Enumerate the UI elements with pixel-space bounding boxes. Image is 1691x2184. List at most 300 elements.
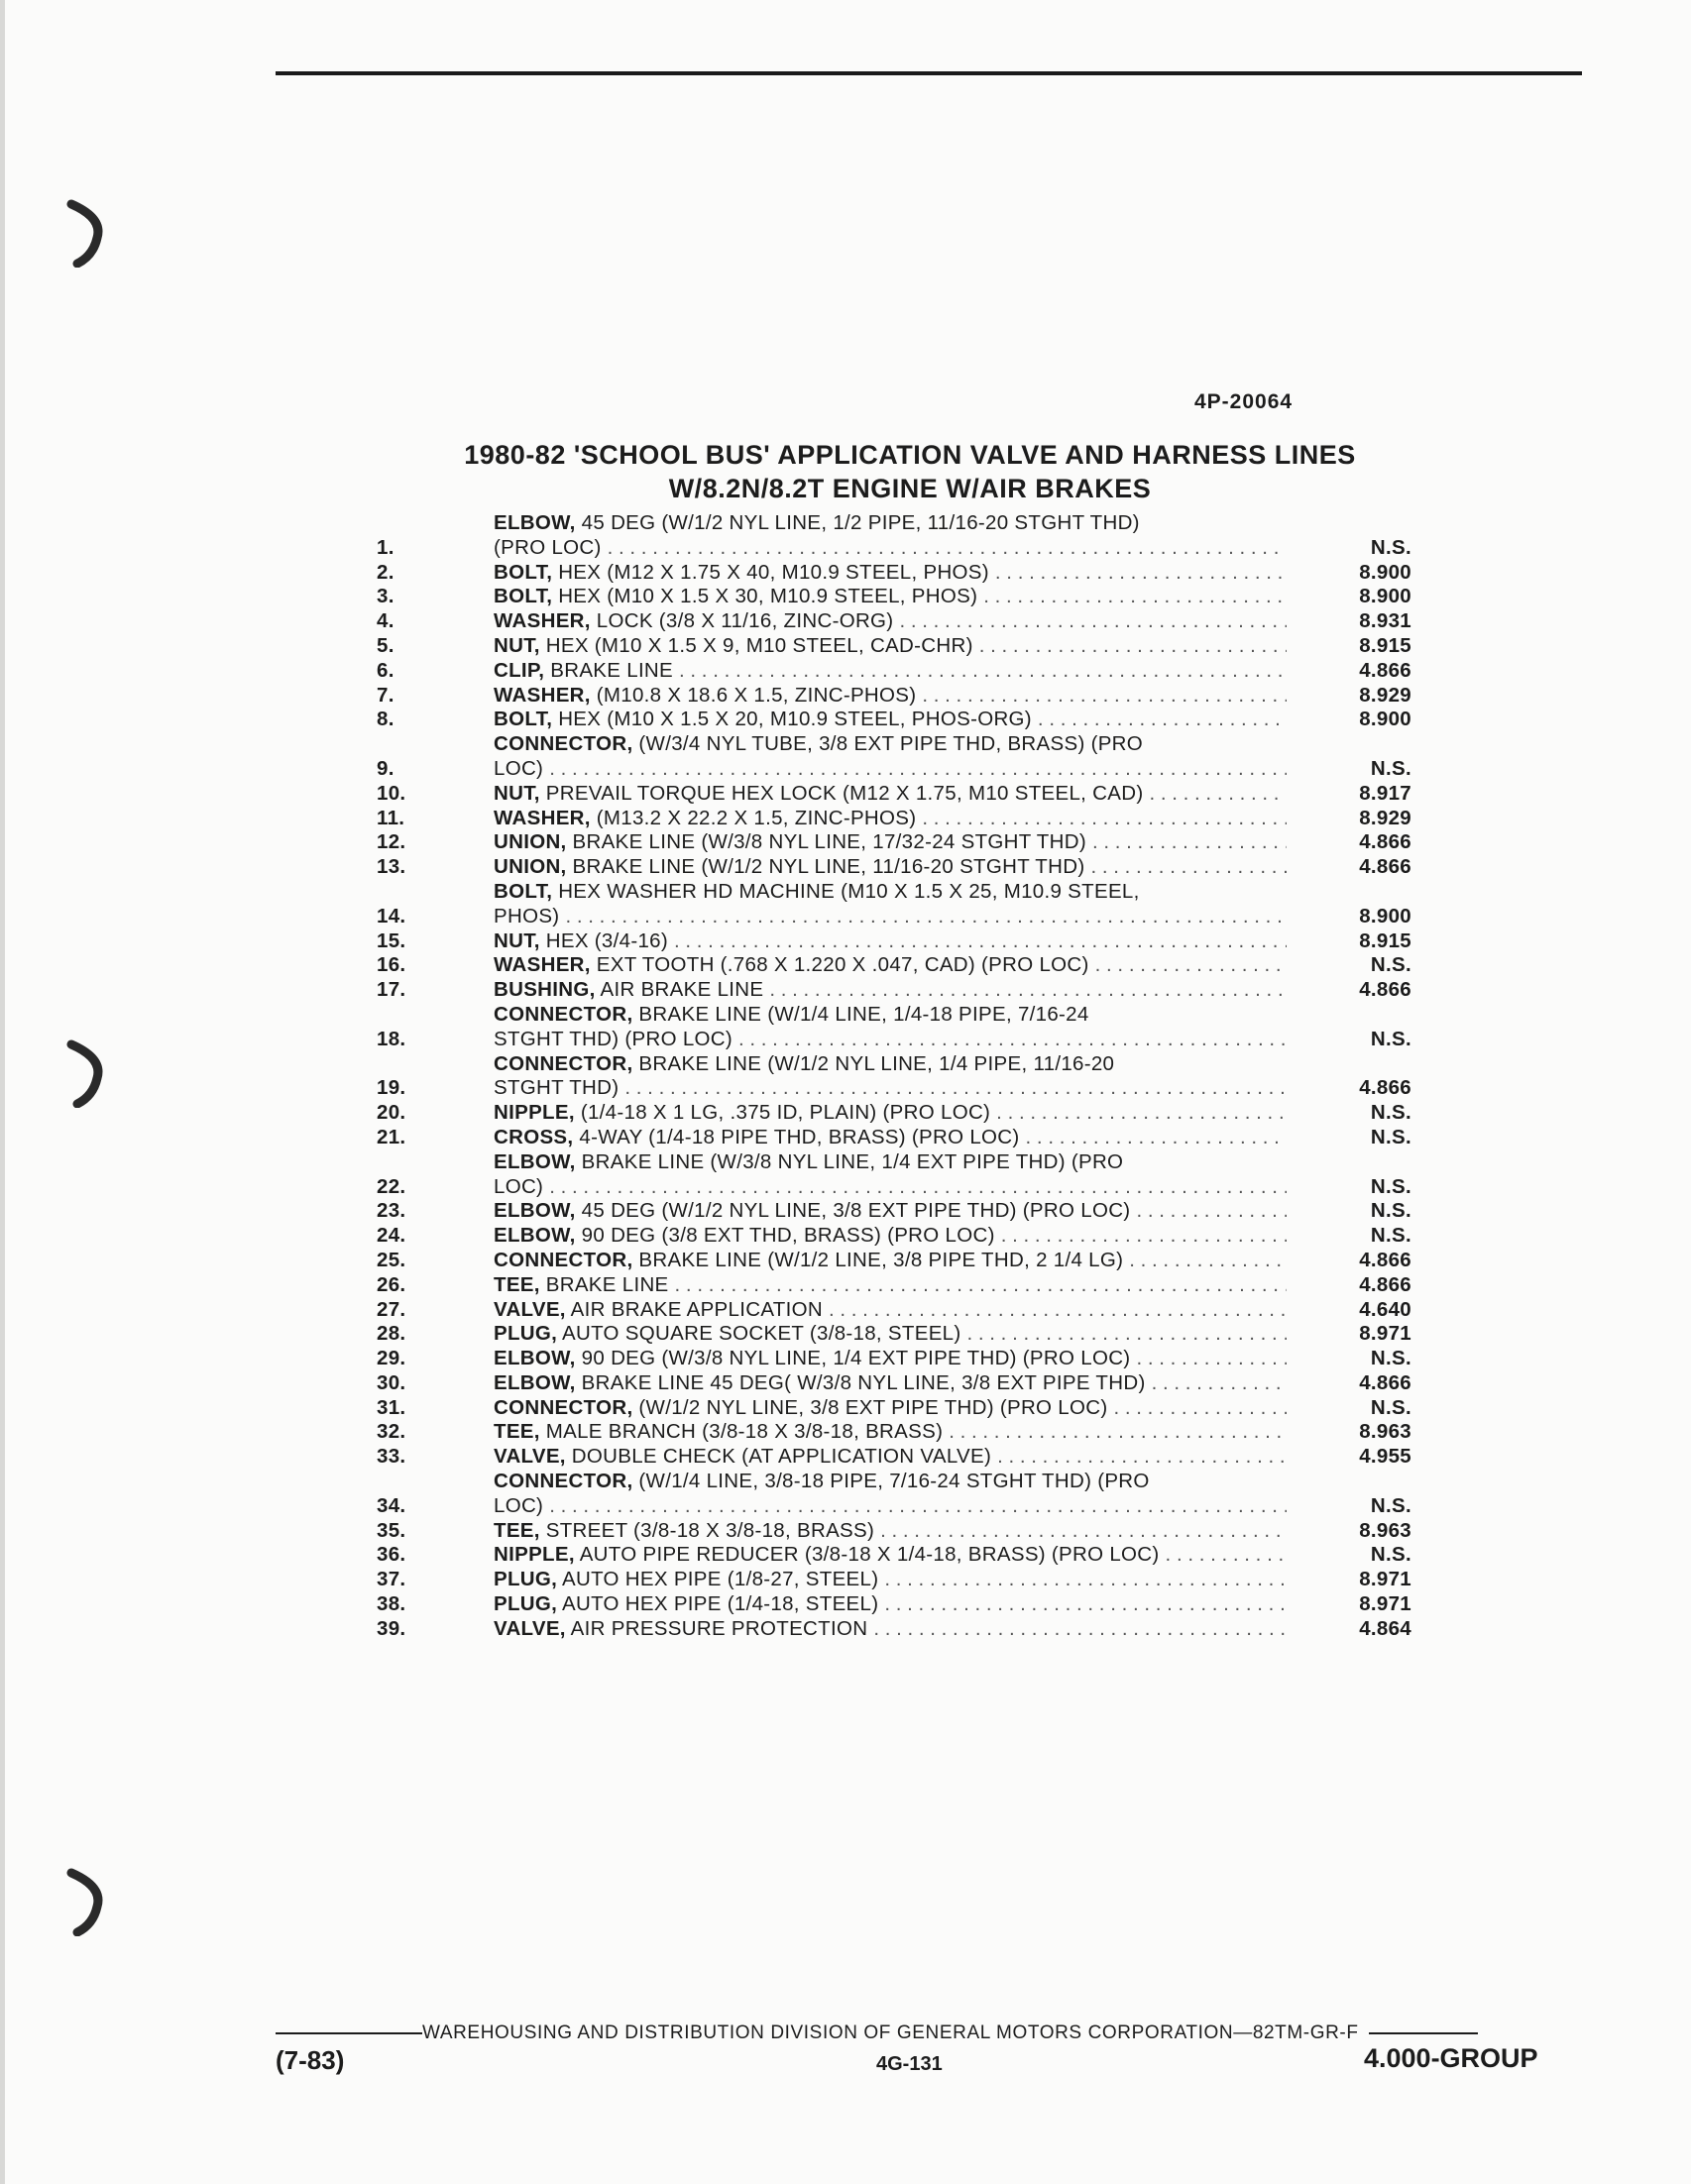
footer-page-number: 4G-131 xyxy=(876,2053,943,2075)
part-spec: BRAKE LINE (W/1/2 LINE, 3/8 PIPE THD, 2 1/4 LG) xyxy=(632,1248,1124,1271)
description-line xyxy=(494,536,1287,561)
part-number: 36. xyxy=(377,1543,406,1567)
part-name: TEE, xyxy=(494,1420,540,1444)
part-spec: LOCK (3/8 X 11/16, ZINC-ORG) xyxy=(590,609,894,633)
part-spec: HEX (M12 X 1.75 X 40, M10.9 STEEL, PHOS) xyxy=(552,560,989,584)
group-number: N.S. xyxy=(1370,1347,1411,1370)
description-line xyxy=(494,1445,1287,1470)
footer-group: 4.000-GROUP xyxy=(1364,2043,1538,2073)
part-description xyxy=(494,929,1287,954)
part-row xyxy=(377,1519,1427,1544)
part-name: NUT, xyxy=(494,781,540,805)
dot-leader xyxy=(884,1592,1287,1617)
part-name: PLUG, xyxy=(494,1592,558,1616)
group-number: N.S. xyxy=(1370,1027,1411,1050)
part-row xyxy=(377,830,1427,855)
part-name: WASHER, xyxy=(494,683,591,707)
part-number: 9. xyxy=(377,756,395,780)
dot-leader xyxy=(1090,855,1287,880)
part-spec: (1/4-18 X 1 LG, .375 ID, PLAIN) (PRO LOC) xyxy=(574,1101,991,1125)
part-spec: 90 DEG (3/8 EXT THD, BRASS) (PRO LOC) xyxy=(575,1224,995,1248)
description-line xyxy=(494,1175,1287,1200)
part-row xyxy=(377,1126,1427,1150)
part-spec: EXT TOOTH (.768 X 1.220 X .047, CAD) (PRO LOC) xyxy=(590,953,1089,977)
group-number: 4.866 xyxy=(1359,1076,1411,1100)
part-number: 12. xyxy=(377,830,406,854)
part-number: 37. xyxy=(377,1568,406,1591)
part-number: 27. xyxy=(377,1297,406,1321)
part-row xyxy=(377,1052,1427,1102)
part-name: BOLT, xyxy=(494,585,553,608)
description-line xyxy=(494,1347,1287,1371)
part-description xyxy=(494,782,1287,807)
description-line xyxy=(494,1543,1287,1568)
dot-leader xyxy=(979,634,1287,659)
description-line xyxy=(494,1298,1287,1323)
part-name: VALVE, xyxy=(494,1445,566,1469)
title-line-1: 1980-82 'SCHOOL BUS' APPLICATION VALVE AND HARNESS LINES xyxy=(464,440,1356,470)
dot-leader xyxy=(873,1617,1287,1642)
part-row xyxy=(377,634,1427,659)
part-name: TEE, xyxy=(494,1518,540,1542)
part-number: 21. xyxy=(377,1125,406,1148)
part-description xyxy=(494,585,1287,609)
group-number: N.S. xyxy=(1370,1493,1411,1517)
dot-leader xyxy=(996,1101,1287,1126)
part-number: 13. xyxy=(377,855,406,879)
part-number: 38. xyxy=(377,1592,406,1616)
dot-leader xyxy=(738,1028,1287,1052)
part-description xyxy=(494,1249,1287,1273)
group-number: 8.900 xyxy=(1359,904,1411,928)
part-spec: HEX (M10 X 1.5 X 30, M10.9 STEEL, PHOS) xyxy=(552,585,978,608)
part-description xyxy=(494,953,1287,978)
group-number: 8.963 xyxy=(1359,1420,1411,1444)
group-number: 8.971 xyxy=(1359,1592,1411,1616)
description-line xyxy=(494,1126,1287,1150)
part-spec: BRAKE LINE xyxy=(539,1272,669,1296)
description-line xyxy=(494,1396,1287,1421)
part-number: 15. xyxy=(377,928,406,952)
part-number: 2. xyxy=(377,560,395,584)
dot-leader xyxy=(1149,782,1287,807)
dot-leader xyxy=(829,1298,1287,1323)
group-number: 8.971 xyxy=(1359,1322,1411,1346)
part-spec: STREET (3/8-18 X 3/8-18, BRASS) xyxy=(539,1518,875,1542)
part-name: CONNECTOR, xyxy=(494,1248,633,1271)
part-number: 29. xyxy=(377,1347,406,1370)
dot-leader xyxy=(995,561,1287,586)
part-name: UNION, xyxy=(494,830,567,854)
part-row xyxy=(377,609,1427,634)
group-number: 8.929 xyxy=(1359,806,1411,829)
group-number: 8.929 xyxy=(1359,683,1411,707)
group-number: 8.915 xyxy=(1359,633,1411,657)
description-line xyxy=(494,1150,1287,1175)
part-description xyxy=(494,1126,1287,1150)
part-description xyxy=(494,609,1287,634)
part-name: ELBOW, xyxy=(494,1149,576,1173)
group-number: N.S. xyxy=(1370,1543,1411,1567)
part-row xyxy=(377,585,1427,609)
part-name: CONNECTOR, xyxy=(494,1470,633,1493)
group-number: N.S. xyxy=(1370,1174,1411,1198)
part-row xyxy=(377,561,1427,586)
part-description xyxy=(494,561,1287,586)
group-number: 8.917 xyxy=(1359,781,1411,805)
part-description xyxy=(494,1322,1287,1347)
footer-division: WAREHOUSING AND DISTRIBUTION DIVISION OF GENERAL MOTORS CORPORATION—82TM-GR-F xyxy=(422,2022,1359,2043)
part-row xyxy=(377,1150,1427,1200)
part-number: 33. xyxy=(377,1445,406,1469)
part-number: 30. xyxy=(377,1370,406,1394)
dot-leader xyxy=(899,609,1287,634)
part-spec: AUTO HEX PIPE (1/4-18, STEEL) xyxy=(557,1592,879,1616)
dot-leader xyxy=(549,1175,1287,1200)
part-name: ELBOW, xyxy=(494,1347,576,1370)
description-line xyxy=(494,634,1287,659)
description-line xyxy=(494,929,1287,954)
part-spec: (W/1/4 LINE, 3/8-18 PIPE, 7/16-24 STGHT THD) (PRO xyxy=(632,1470,1150,1493)
part-number: 32. xyxy=(377,1420,406,1444)
dot-leader xyxy=(608,536,1287,561)
description-line xyxy=(494,585,1287,609)
part-description xyxy=(494,1273,1287,1298)
part-number: 22. xyxy=(377,1174,406,1198)
part-name: CROSS, xyxy=(494,1125,574,1148)
dot-leader xyxy=(1026,1126,1287,1150)
part-number: 26. xyxy=(377,1272,406,1296)
top-rule xyxy=(276,71,1582,75)
dot-leader xyxy=(1113,1396,1287,1421)
page-title xyxy=(367,438,1453,505)
dot-leader xyxy=(549,1494,1287,1519)
part-row xyxy=(377,1249,1427,1273)
part-description xyxy=(494,732,1287,782)
dot-leader xyxy=(674,929,1287,954)
description-line xyxy=(494,1101,1287,1126)
dot-leader xyxy=(565,905,1287,929)
description-line xyxy=(494,782,1287,807)
part-spec: 45 DEG (W/1/2 NYL LINE, 3/8 EXT PIPE THD) (PRO LOC) xyxy=(575,1199,1131,1223)
part-number: 10. xyxy=(377,781,406,805)
part-number: 23. xyxy=(377,1199,406,1223)
group-number: N.S. xyxy=(1370,1101,1411,1125)
part-spec: PHOS) xyxy=(494,904,560,928)
dot-leader xyxy=(675,1273,1287,1298)
part-name: VALVE, xyxy=(494,1616,566,1640)
group-number: 4.866 xyxy=(1359,658,1411,682)
binder-hole-mark xyxy=(63,1867,109,1936)
group-number: 8.971 xyxy=(1359,1568,1411,1591)
part-row xyxy=(377,1543,1427,1568)
part-name: CLIP, xyxy=(494,658,545,682)
part-row xyxy=(377,807,1427,831)
description-line xyxy=(494,1249,1287,1273)
part-name: ELBOW, xyxy=(494,1199,576,1223)
part-number: 35. xyxy=(377,1518,406,1542)
part-spec: (M10.8 X 18.6 X 1.5, ZINC-PHOS) xyxy=(590,683,917,707)
footer-rule-left xyxy=(276,2032,422,2034)
group-number: N.S. xyxy=(1370,1224,1411,1248)
part-spec: (M13.2 X 22.2 X 1.5, ZINC-PHOS) xyxy=(590,806,917,829)
part-name: WASHER, xyxy=(494,953,591,977)
description-line xyxy=(494,1371,1287,1396)
part-spec: LOC) xyxy=(494,1174,544,1198)
group-number: 8.915 xyxy=(1359,928,1411,952)
group-number: 4.955 xyxy=(1359,1445,1411,1469)
dot-leader xyxy=(1152,1371,1287,1396)
part-description xyxy=(494,1617,1287,1642)
part-name: WASHER, xyxy=(494,806,591,829)
group-number: 4.640 xyxy=(1359,1297,1411,1321)
part-description xyxy=(494,1003,1287,1052)
part-row xyxy=(377,1470,1427,1519)
part-spec: BRAKE LINE xyxy=(544,658,674,682)
part-description xyxy=(494,1052,1287,1102)
part-row xyxy=(377,1396,1427,1421)
part-spec: 45 DEG (W/1/2 NYL LINE, 1/2 PIPE, 11/16-20 STGHT THD) xyxy=(575,511,1140,534)
part-number: 19. xyxy=(377,1076,406,1100)
dot-leader xyxy=(922,684,1287,709)
description-line xyxy=(494,1322,1287,1347)
description-line xyxy=(494,708,1287,732)
binder-hole-mark xyxy=(63,1038,109,1108)
dot-leader xyxy=(1136,1347,1287,1371)
description-line xyxy=(494,855,1287,880)
part-number: 14. xyxy=(377,904,406,928)
part-row xyxy=(377,880,1427,929)
group-number: N.S. xyxy=(1370,756,1411,780)
part-description xyxy=(494,634,1287,659)
part-description xyxy=(494,684,1287,709)
description-line xyxy=(494,1519,1287,1544)
part-name: ELBOW, xyxy=(494,511,576,534)
part-spec: HEX (M10 X 1.5 X 9, M10 STEEL, CAD-CHR) xyxy=(539,633,973,657)
part-name: NIPPLE, xyxy=(494,1101,575,1125)
part-spec: BRAKE LINE (W/1/2 NYL LINE, 11/16-20 STGHT THD) xyxy=(566,855,1085,879)
part-spec: AUTO HEX PIPE (1/8-27, STEEL) xyxy=(557,1568,879,1591)
part-description xyxy=(494,1371,1287,1396)
part-row xyxy=(377,1199,1427,1224)
part-number: 4. xyxy=(377,609,395,633)
description-line xyxy=(494,1076,1287,1101)
part-number: 8. xyxy=(377,708,395,731)
part-name: WASHER, xyxy=(494,609,591,633)
dot-leader xyxy=(983,585,1287,609)
part-row xyxy=(377,659,1427,684)
part-spec: HEX WASHER HD MACHINE (M10 X 1.5 X 25, M10.9 STEEL, xyxy=(552,879,1140,903)
part-spec: (W/3/4 NYL TUBE, 3/8 EXT PIPE THD, BRASS) (PRO xyxy=(632,732,1144,756)
footer-date: (7-83) xyxy=(276,2045,345,2075)
part-number: 18. xyxy=(377,1027,406,1050)
group-number: N.S. xyxy=(1370,953,1411,977)
part-description xyxy=(494,1150,1287,1200)
group-number: 4.866 xyxy=(1359,1370,1411,1394)
part-spec: BRAKE LINE 45 DEG( W/3/8 NYL LINE, 3/8 EXT PIPE THD) xyxy=(575,1370,1146,1394)
description-line xyxy=(494,830,1287,855)
part-name: PLUG, xyxy=(494,1322,558,1346)
dot-leader xyxy=(880,1519,1287,1544)
dot-leader xyxy=(997,1445,1287,1470)
page-left-edge xyxy=(0,0,5,2184)
group-number: 8.900 xyxy=(1359,585,1411,608)
part-spec: (W/1/2 NYL LINE, 3/8 EXT PIPE THD) (PRO LOC) xyxy=(632,1395,1108,1419)
part-name: BOLT, xyxy=(494,708,553,731)
part-description xyxy=(494,1519,1287,1544)
part-description xyxy=(494,511,1287,561)
group-number: 8.900 xyxy=(1359,560,1411,584)
binder-hole-mark xyxy=(63,198,109,268)
part-name: NIPPLE, xyxy=(494,1543,575,1567)
part-row xyxy=(377,1445,1427,1470)
dot-leader xyxy=(1136,1199,1287,1224)
part-spec: (PRO LOC) xyxy=(494,535,602,559)
part-spec: AUTO PIPE REDUCER (3/8-18 X 1/4-18, BRASS) (PRO LOC) xyxy=(574,1543,1160,1567)
description-line xyxy=(494,1494,1287,1519)
part-row xyxy=(377,1592,1427,1617)
part-description xyxy=(494,1224,1287,1249)
part-name: BUSHING, xyxy=(494,978,596,1002)
description-line xyxy=(494,757,1287,782)
part-row xyxy=(377,1568,1427,1592)
description-line xyxy=(494,978,1287,1003)
part-number: 34. xyxy=(377,1493,406,1517)
part-number: 1. xyxy=(377,535,395,559)
part-row xyxy=(377,1101,1427,1126)
part-spec: 4-WAY (1/4-18 PIPE THD, BRASS) (PRO LOC) xyxy=(573,1125,1020,1148)
dot-leader xyxy=(1095,953,1287,978)
part-description xyxy=(494,1445,1287,1470)
part-row xyxy=(377,684,1427,709)
dot-leader xyxy=(1001,1224,1287,1249)
description-line xyxy=(494,905,1287,929)
dot-leader xyxy=(1038,708,1287,732)
part-spec: 90 DEG (W/3/8 NYL LINE, 1/4 EXT PIPE THD) (PRO LOC) xyxy=(575,1347,1131,1370)
part-spec: AIR BRAKE APPLICATION xyxy=(565,1297,823,1321)
dot-leader xyxy=(949,1420,1287,1445)
description-line xyxy=(494,732,1287,757)
part-spec: BRAKE LINE (W/1/4 LINE, 1/4-18 PIPE, 7/16-24 xyxy=(632,1002,1089,1026)
part-spec: BRAKE LINE (W/1/2 NYL LINE, 1/4 PIPE, 11/16-20 xyxy=(632,1051,1115,1075)
part-number: 7. xyxy=(377,683,395,707)
part-description xyxy=(494,659,1287,684)
part-row xyxy=(377,1371,1427,1396)
part-row xyxy=(377,855,1427,880)
description-line xyxy=(494,1592,1287,1617)
part-description xyxy=(494,1592,1287,1617)
part-description xyxy=(494,1568,1287,1592)
description-line xyxy=(494,659,1287,684)
part-number: 16. xyxy=(377,953,406,977)
description-line xyxy=(494,609,1287,634)
part-row xyxy=(377,511,1427,561)
part-name: NUT, xyxy=(494,633,540,657)
part-number: 28. xyxy=(377,1322,406,1346)
part-spec: AIR PRESSURE PROTECTION xyxy=(565,1616,868,1640)
part-number: 5. xyxy=(377,633,395,657)
part-description xyxy=(494,1420,1287,1445)
part-row xyxy=(377,929,1427,954)
part-row xyxy=(377,782,1427,807)
description-line xyxy=(494,1617,1287,1642)
description-line xyxy=(494,1224,1287,1249)
description-line xyxy=(494,807,1287,831)
dot-leader xyxy=(1129,1249,1287,1273)
group-number: 4.866 xyxy=(1359,978,1411,1002)
part-description xyxy=(494,1101,1287,1126)
part-name: BOLT, xyxy=(494,879,553,903)
description-line xyxy=(494,1003,1287,1028)
part-row xyxy=(377,1003,1427,1052)
part-description xyxy=(494,1298,1287,1323)
part-spec: AIR BRAKE LINE xyxy=(595,978,764,1002)
part-name: CONNECTOR, xyxy=(494,1395,633,1419)
description-line xyxy=(494,511,1287,536)
dot-leader xyxy=(769,978,1287,1003)
part-number: 20. xyxy=(377,1101,406,1125)
part-spec: BRAKE LINE (W/3/8 NYL LINE, 17/32-24 STGHT THD) xyxy=(566,830,1086,854)
part-spec: MALE BRANCH (3/8-18 X 3/8-18, BRASS) xyxy=(539,1420,944,1444)
description-line xyxy=(494,953,1287,978)
part-number: 3. xyxy=(377,585,395,608)
description-line xyxy=(494,1420,1287,1445)
part-description xyxy=(494,855,1287,880)
part-row xyxy=(377,1420,1427,1445)
part-name: ELBOW, xyxy=(494,1370,576,1394)
part-number: 17. xyxy=(377,978,406,1002)
part-description xyxy=(494,1470,1287,1519)
part-name: UNION, xyxy=(494,855,567,879)
group-number: N.S. xyxy=(1370,535,1411,559)
part-name: ELBOW, xyxy=(494,1224,576,1248)
group-number: 4.866 xyxy=(1359,1248,1411,1271)
part-name: NUT, xyxy=(494,928,540,952)
parts-list xyxy=(377,511,1427,1642)
part-number: 31. xyxy=(377,1395,406,1419)
part-row xyxy=(377,978,1427,1003)
dot-leader xyxy=(967,1322,1288,1347)
description-line xyxy=(494,1568,1287,1592)
part-spec: DOUBLE CHECK (AT APPLICATION VALVE) xyxy=(565,1445,992,1469)
description-line xyxy=(494,1273,1287,1298)
group-number: N.S. xyxy=(1370,1125,1411,1148)
title-line-2: W/8.2N/8.2T ENGINE W/AIR BRAKES xyxy=(668,474,1152,503)
part-name: TEE, xyxy=(494,1272,540,1296)
part-description xyxy=(494,807,1287,831)
group-number: 4.864 xyxy=(1359,1616,1411,1640)
part-description xyxy=(494,708,1287,732)
part-spec: BRAKE LINE (W/3/8 NYL LINE, 1/4 EXT PIPE THD) (PRO xyxy=(575,1149,1124,1173)
group-number: N.S. xyxy=(1370,1395,1411,1419)
group-number: 8.931 xyxy=(1359,609,1411,633)
dot-leader xyxy=(624,1076,1287,1101)
part-row xyxy=(377,953,1427,978)
group-number: 8.963 xyxy=(1359,1518,1411,1542)
page-reference: 4P-20064 xyxy=(1194,390,1294,413)
description-line xyxy=(494,684,1287,709)
part-name: CONNECTOR, xyxy=(494,1002,633,1026)
dot-leader xyxy=(679,659,1287,684)
description-line xyxy=(494,1470,1287,1494)
description-line xyxy=(494,1052,1287,1077)
part-number: 24. xyxy=(377,1224,406,1248)
part-description xyxy=(494,1347,1287,1371)
part-description xyxy=(494,830,1287,855)
dot-leader xyxy=(1092,830,1287,855)
group-number: 4.866 xyxy=(1359,1272,1411,1296)
part-name: VALVE, xyxy=(494,1297,566,1321)
